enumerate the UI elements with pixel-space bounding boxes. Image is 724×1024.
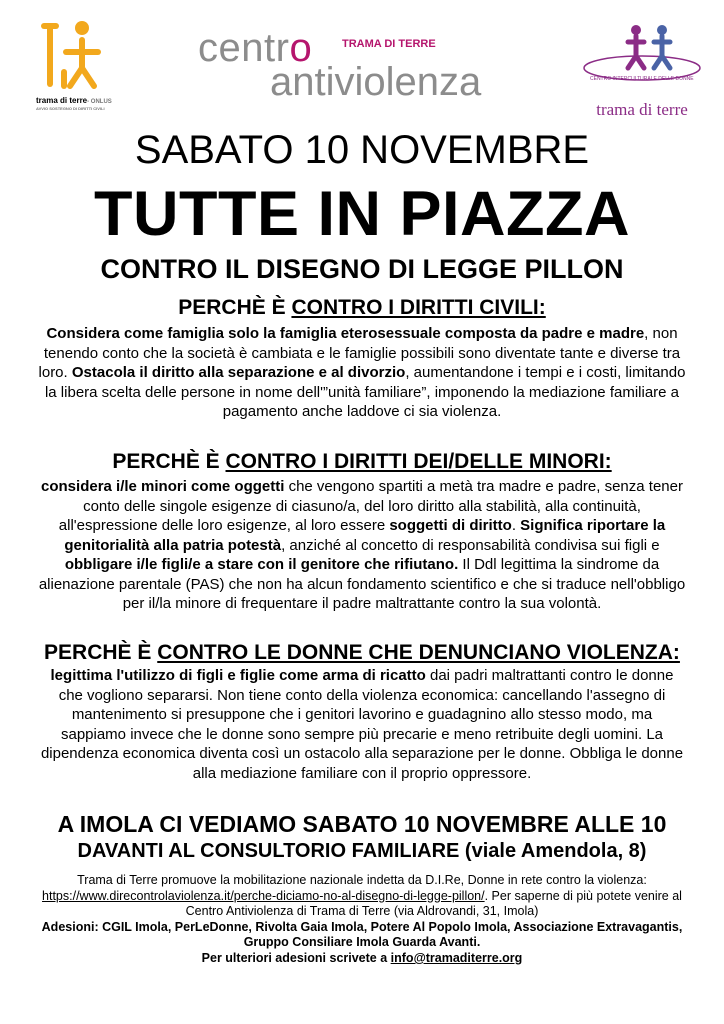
people-logo-icon — [582, 22, 702, 82]
figures-logo-icon — [36, 16, 106, 94]
section-text-minors-rights: considera i/le minori come oggetti che vengono spartiti a metà tra madre e padre, senza tener conto delle singole esigenze di ciasuno/a, del loro diritto alla stabilità, alla continuità, all'espressione delle loro esigenze, al loro essere soggetti di diritto. Significa riportare la genitorialità alla patria potestà, anziché al concetto di responsabilità condivisa sui figli e obbligare i/le figli/e a stare con il genitore che rifiutano. Il Ddl legittima la sindrome da alienazione parentale (PAS) che non ha alcun fondamento scientifico e che si traduce nell'obbligo per il/la minore di frequentare il padre maltrattante contro la sua volontà. — [38, 478, 686, 612]
logo-left-sub: AVVIO SOSTEGNO DI DIRITTI CIVILI — [36, 106, 105, 111]
section-title-civil-rights: PERCHÈ È CONTRO I DIRITTI CIVILI: — [178, 296, 546, 319]
dire-link[interactable]: https://www.direcontrolaviolenza.it/perche-diciamo-no-al-disegno-di-legge-pillon/ — [42, 888, 485, 903]
logo-left-name: trama di terre — [36, 96, 88, 105]
headline: TUTTE IN PIAZZA — [94, 179, 630, 249]
centro-antiviolenza-logo — [198, 26, 528, 106]
footer-info: . Per saperne di più potete venire al Centro Antiviolenza di Trama di Terre (via Aldrovandi, 31, Imola) — [185, 888, 682, 919]
footer-adesioni: Adesioni: CGIL Imola, PerLeDonne, Rivolta Gaia Imola, Potere Al Popolo Imola, Associazione Extravagantis, Gruppo Consiliare Imola Guarda Avanti. — [41, 919, 683, 950]
logo-center-o: o — [289, 26, 313, 70]
footer-more: Per ulteriori adesioni scrivete a — [201, 950, 391, 965]
trama-di-terre-logo — [36, 16, 116, 112]
event-line-1: A IMOLA CI VEDIAMO SABATO 10 NOVEMBRE ALLE 10 — [57, 811, 667, 837]
event-line-2: DAVANTI AL CONSULTORIO FAMILIARE (viale Amendola, 8) — [77, 840, 647, 862]
event-date: SABATO 10 NOVEMBRE — [134, 128, 590, 172]
section-title-women-violence: PERCHÈ È CONTRO LE DONNE CHE DENUNCIANO VIOLENZA: — [44, 641, 680, 664]
section-text-civil-rights: Considera come famiglia solo la famiglia eterosessuale composta da padre e madre, non tenendo conto che la società è cambiata e le famiglie possibili sono diventate tante e diverse tra loro. Ostacola il diritto alla separazione e al divorzio, aumentandone i tempi e i costi, limitando la libera scelta delle persone in nome dell'”unità familiare”, imponendo la mediazione familiare a pagamento anche laddove ci sia violenza. — [38, 325, 686, 420]
subheadline: CONTRO IL DISEGNO DI LEGGE PILLON — [100, 254, 624, 284]
centro-interculturale-logo — [582, 22, 702, 119]
logo-center-trama: TRAMA DI TERRE — [342, 38, 436, 50]
footer-intro: Trama di Terre promuove la mobilitazione nazionale indetta da D.I.Re, Donne in rete contro la violenza: — [77, 873, 647, 887]
footer — [0, 873, 724, 967]
logo-right-small: CENTRO INTERCULTURALE DELLE DONNE — [590, 76, 694, 82]
email-link[interactable]: info@tramaditerre.org — [390, 950, 523, 965]
logo-left-suffix: - ONLUS — [87, 99, 112, 105]
logo-center-antiviolenza: antiviolenza — [270, 60, 482, 104]
logo-right-title: trama di terre — [596, 100, 688, 119]
section-title-minors-rights: PERCHÈ È CONTRO I DIRITTI DEI/DELLE MINORI: — [112, 450, 612, 473]
logo-center-centr: centr — [198, 26, 290, 70]
header-logos — [0, 10, 724, 119]
section-text-women-violence: legittima l'utilizzo di figli e figlie come arma di ricatto dai padri maltrattanti contro le donne che vogliono separarsi. Non tiene conto della violenza economica: cancellando l'assegno di mantenimento si presuppone che i genitori lavorino e guadagnino allo stesso modo, ma sappiamo invece che le donne sono sempre più precarie e meno retribuite degli uomini. La dipendenza economica diventa così un ostacolo alla separazione per le donne. Obbliga le donne alla mediazione familiare con il proprio oppressore. — [40, 667, 684, 782]
